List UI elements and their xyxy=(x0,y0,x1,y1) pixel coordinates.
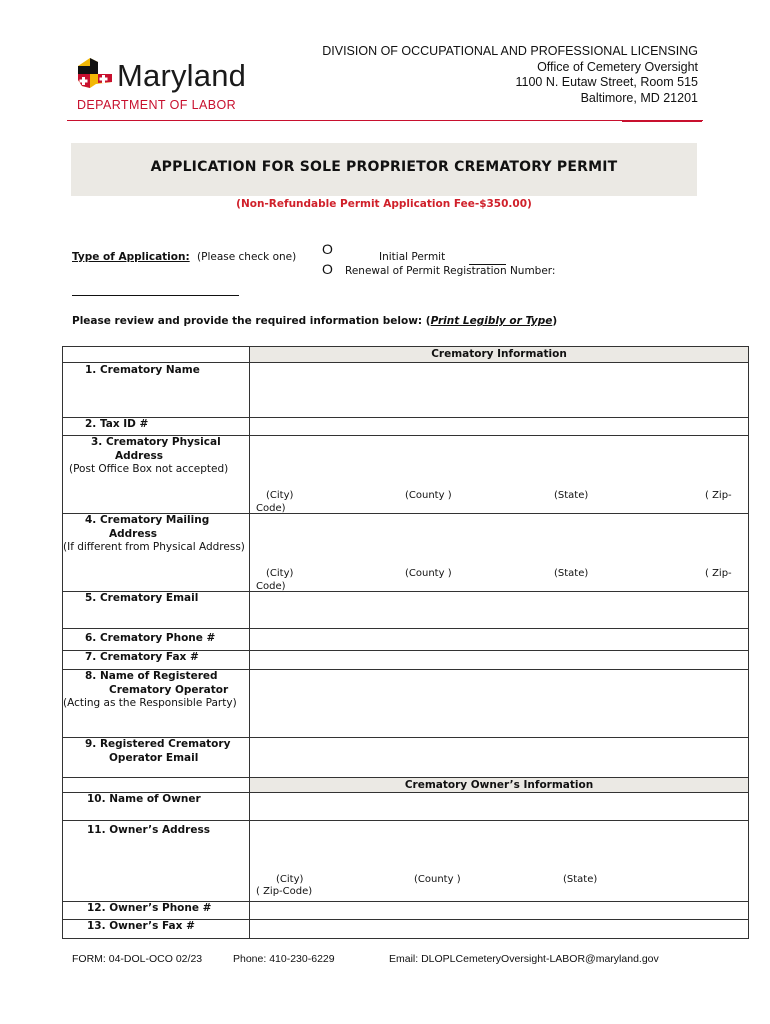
table-row xyxy=(63,920,749,939)
street-address: 1100 N. Eutaw Street, Room 515 xyxy=(515,75,698,89)
form-title: APPLICATION FOR SOLE PROPRIETOR CREMATORY PERMIT xyxy=(150,159,618,175)
initial-permit-radio[interactable]: O xyxy=(322,241,333,257)
table-row xyxy=(63,436,749,514)
department-name: DEPARTMENT OF LABOR xyxy=(77,98,237,112)
physical-address-note: (Post Office Box not accepted) xyxy=(69,463,229,475)
footer-phone: Phone: 410-230-6229 xyxy=(233,953,335,965)
crematory-email-label: 5. Crematory Email xyxy=(85,592,199,604)
footer-form-number: FORM: 04-DOL-OCO 02/23 xyxy=(72,953,203,965)
operator-email-input[interactable] xyxy=(250,738,749,778)
owner-phone-label-cell xyxy=(63,902,250,920)
crematory-phone-label-cell xyxy=(63,629,250,651)
mailing-city-hint: (City) xyxy=(266,568,294,579)
crematory-fax-input[interactable] xyxy=(250,651,749,670)
physical-zip-hint-cont: Code) xyxy=(256,503,286,514)
owner-zip-hint: ( Zip-Code) xyxy=(256,886,313,897)
mailing-address-note: (If different from Physical Address) xyxy=(63,541,245,553)
crematory-email-label-cell xyxy=(63,592,250,629)
division-name: DIVISION OF OCCUPATIONAL AND PROFESSIONAL LICENSING xyxy=(322,44,698,58)
table-row xyxy=(63,738,749,778)
crematory-name-input[interactable] xyxy=(250,363,749,418)
renewal-permit-radio[interactable]: O xyxy=(322,261,333,277)
crematory-fax-label-cell xyxy=(63,651,250,670)
owner-name-label: 10. Name of Owner xyxy=(87,793,201,805)
table-row xyxy=(63,793,749,821)
crematory-name-label: 1. Crematory Name xyxy=(85,364,200,376)
owner-header-spacer-cell xyxy=(63,778,250,793)
owner-city-hint: (City) xyxy=(276,874,304,885)
application-form-table xyxy=(62,346,749,939)
table-row xyxy=(63,592,749,629)
mailing-address-label: 4. Crematory Mailing Address xyxy=(85,514,210,540)
header-divider xyxy=(67,120,703,121)
mailing-zip-hint: ( Zip- xyxy=(705,568,732,579)
owner-phone-input[interactable] xyxy=(250,902,749,920)
operator-email-label: 9. Registered Crematory Operator Email xyxy=(85,738,231,764)
physical-county-hint: (County ) xyxy=(405,490,452,501)
application-type-label: Type of Application: xyxy=(72,251,190,263)
header-divider-accent xyxy=(622,120,702,122)
crematory-phone-label: 6. Crematory Phone # xyxy=(85,632,216,644)
physical-address-label-cell xyxy=(63,436,250,514)
mailing-address-input[interactable] xyxy=(250,514,749,592)
owner-info-header: Crematory Owner’s Information xyxy=(250,778,749,793)
owner-state-hint: (State) xyxy=(563,874,598,885)
operator-name-label-cell xyxy=(63,670,250,738)
review-instruction xyxy=(72,315,557,327)
mailing-address-label-cell xyxy=(63,514,250,592)
initial-permit-label: Initial Permit xyxy=(379,251,446,263)
physical-zip-hint: ( Zip- xyxy=(705,490,732,501)
header-spacer-cell xyxy=(63,347,250,363)
table-row xyxy=(63,821,749,902)
owner-fax-label-cell xyxy=(63,920,250,939)
physical-city-hint: (City) xyxy=(266,490,294,501)
physical-address-input[interactable] xyxy=(250,436,749,514)
table-row xyxy=(63,629,749,651)
review-instruction-prefix: Please review and provide the required information below: ( xyxy=(72,315,431,327)
table-row xyxy=(63,651,749,670)
tax-id-input[interactable] xyxy=(250,418,749,436)
table-row xyxy=(63,514,749,592)
mailing-county-hint: (County ) xyxy=(405,568,452,579)
physical-state-hint: (State) xyxy=(554,490,589,501)
operator-email-label-cell xyxy=(63,738,250,778)
owner-name-label-cell xyxy=(63,793,250,821)
office-name: Office of Cemetery Oversight xyxy=(537,59,698,74)
crematory-name-label-cell xyxy=(63,363,250,418)
tax-id-label-cell xyxy=(63,418,250,436)
renewal-permit-label: Renewal of Permit Registration Number: xyxy=(345,265,556,277)
review-instruction-emphasis: Print Legibly or Type xyxy=(430,315,553,327)
operator-name-note: (Acting as the Responsible Party) xyxy=(63,697,237,709)
table-row xyxy=(63,347,749,363)
owner-fax-input[interactable] xyxy=(250,920,749,939)
crematory-fax-label: 7. Crematory Fax # xyxy=(85,651,199,663)
owner-fax-label: 13. Owner’s Fax # xyxy=(87,920,195,932)
owner-address-label: 11. Owner’s Address xyxy=(87,824,210,836)
mailing-zip-hint-cont: Code) xyxy=(256,581,286,592)
table-row xyxy=(63,778,749,793)
operator-name-input[interactable] xyxy=(250,670,749,738)
owner-county-hint: (County ) xyxy=(414,874,461,885)
agency-address-block xyxy=(322,44,698,106)
mailing-state-hint: (State) xyxy=(554,568,589,579)
table-row xyxy=(63,418,749,436)
crematory-phone-input[interactable] xyxy=(250,629,749,651)
application-type-instruction: (Please check one) xyxy=(197,251,297,263)
crematory-info-header: Crematory Information xyxy=(250,347,749,363)
owner-name-input[interactable] xyxy=(250,793,749,821)
physical-address-label: 3. Crematory Physical Address xyxy=(91,436,221,462)
review-instruction-suffix: ) xyxy=(552,315,558,327)
tax-id-label: 2. Tax ID # xyxy=(85,418,149,430)
owner-address-input[interactable] xyxy=(250,821,749,902)
footer-email: Email: DLOPLCemeteryOversight-LABOR@maryland.gov xyxy=(389,953,659,965)
operator-name-label: 8. Name of Registered Crematory Operator xyxy=(85,670,229,696)
owner-address-label-cell xyxy=(63,821,250,902)
owner-phone-label: 12. Owner’s Phone # xyxy=(87,902,212,914)
application-type-row xyxy=(72,251,296,263)
fee-notice: (Non-Refundable Permit Application Fee-$350.00) xyxy=(236,198,532,210)
table-row xyxy=(63,363,749,418)
logo-wordmark: Maryland xyxy=(117,58,247,93)
crematory-email-input[interactable] xyxy=(250,592,749,629)
table-row xyxy=(63,902,749,920)
city-state-zip: Baltimore, MD 21201 xyxy=(580,90,698,105)
registration-number-field[interactable] xyxy=(72,295,239,296)
table-row xyxy=(63,670,749,738)
